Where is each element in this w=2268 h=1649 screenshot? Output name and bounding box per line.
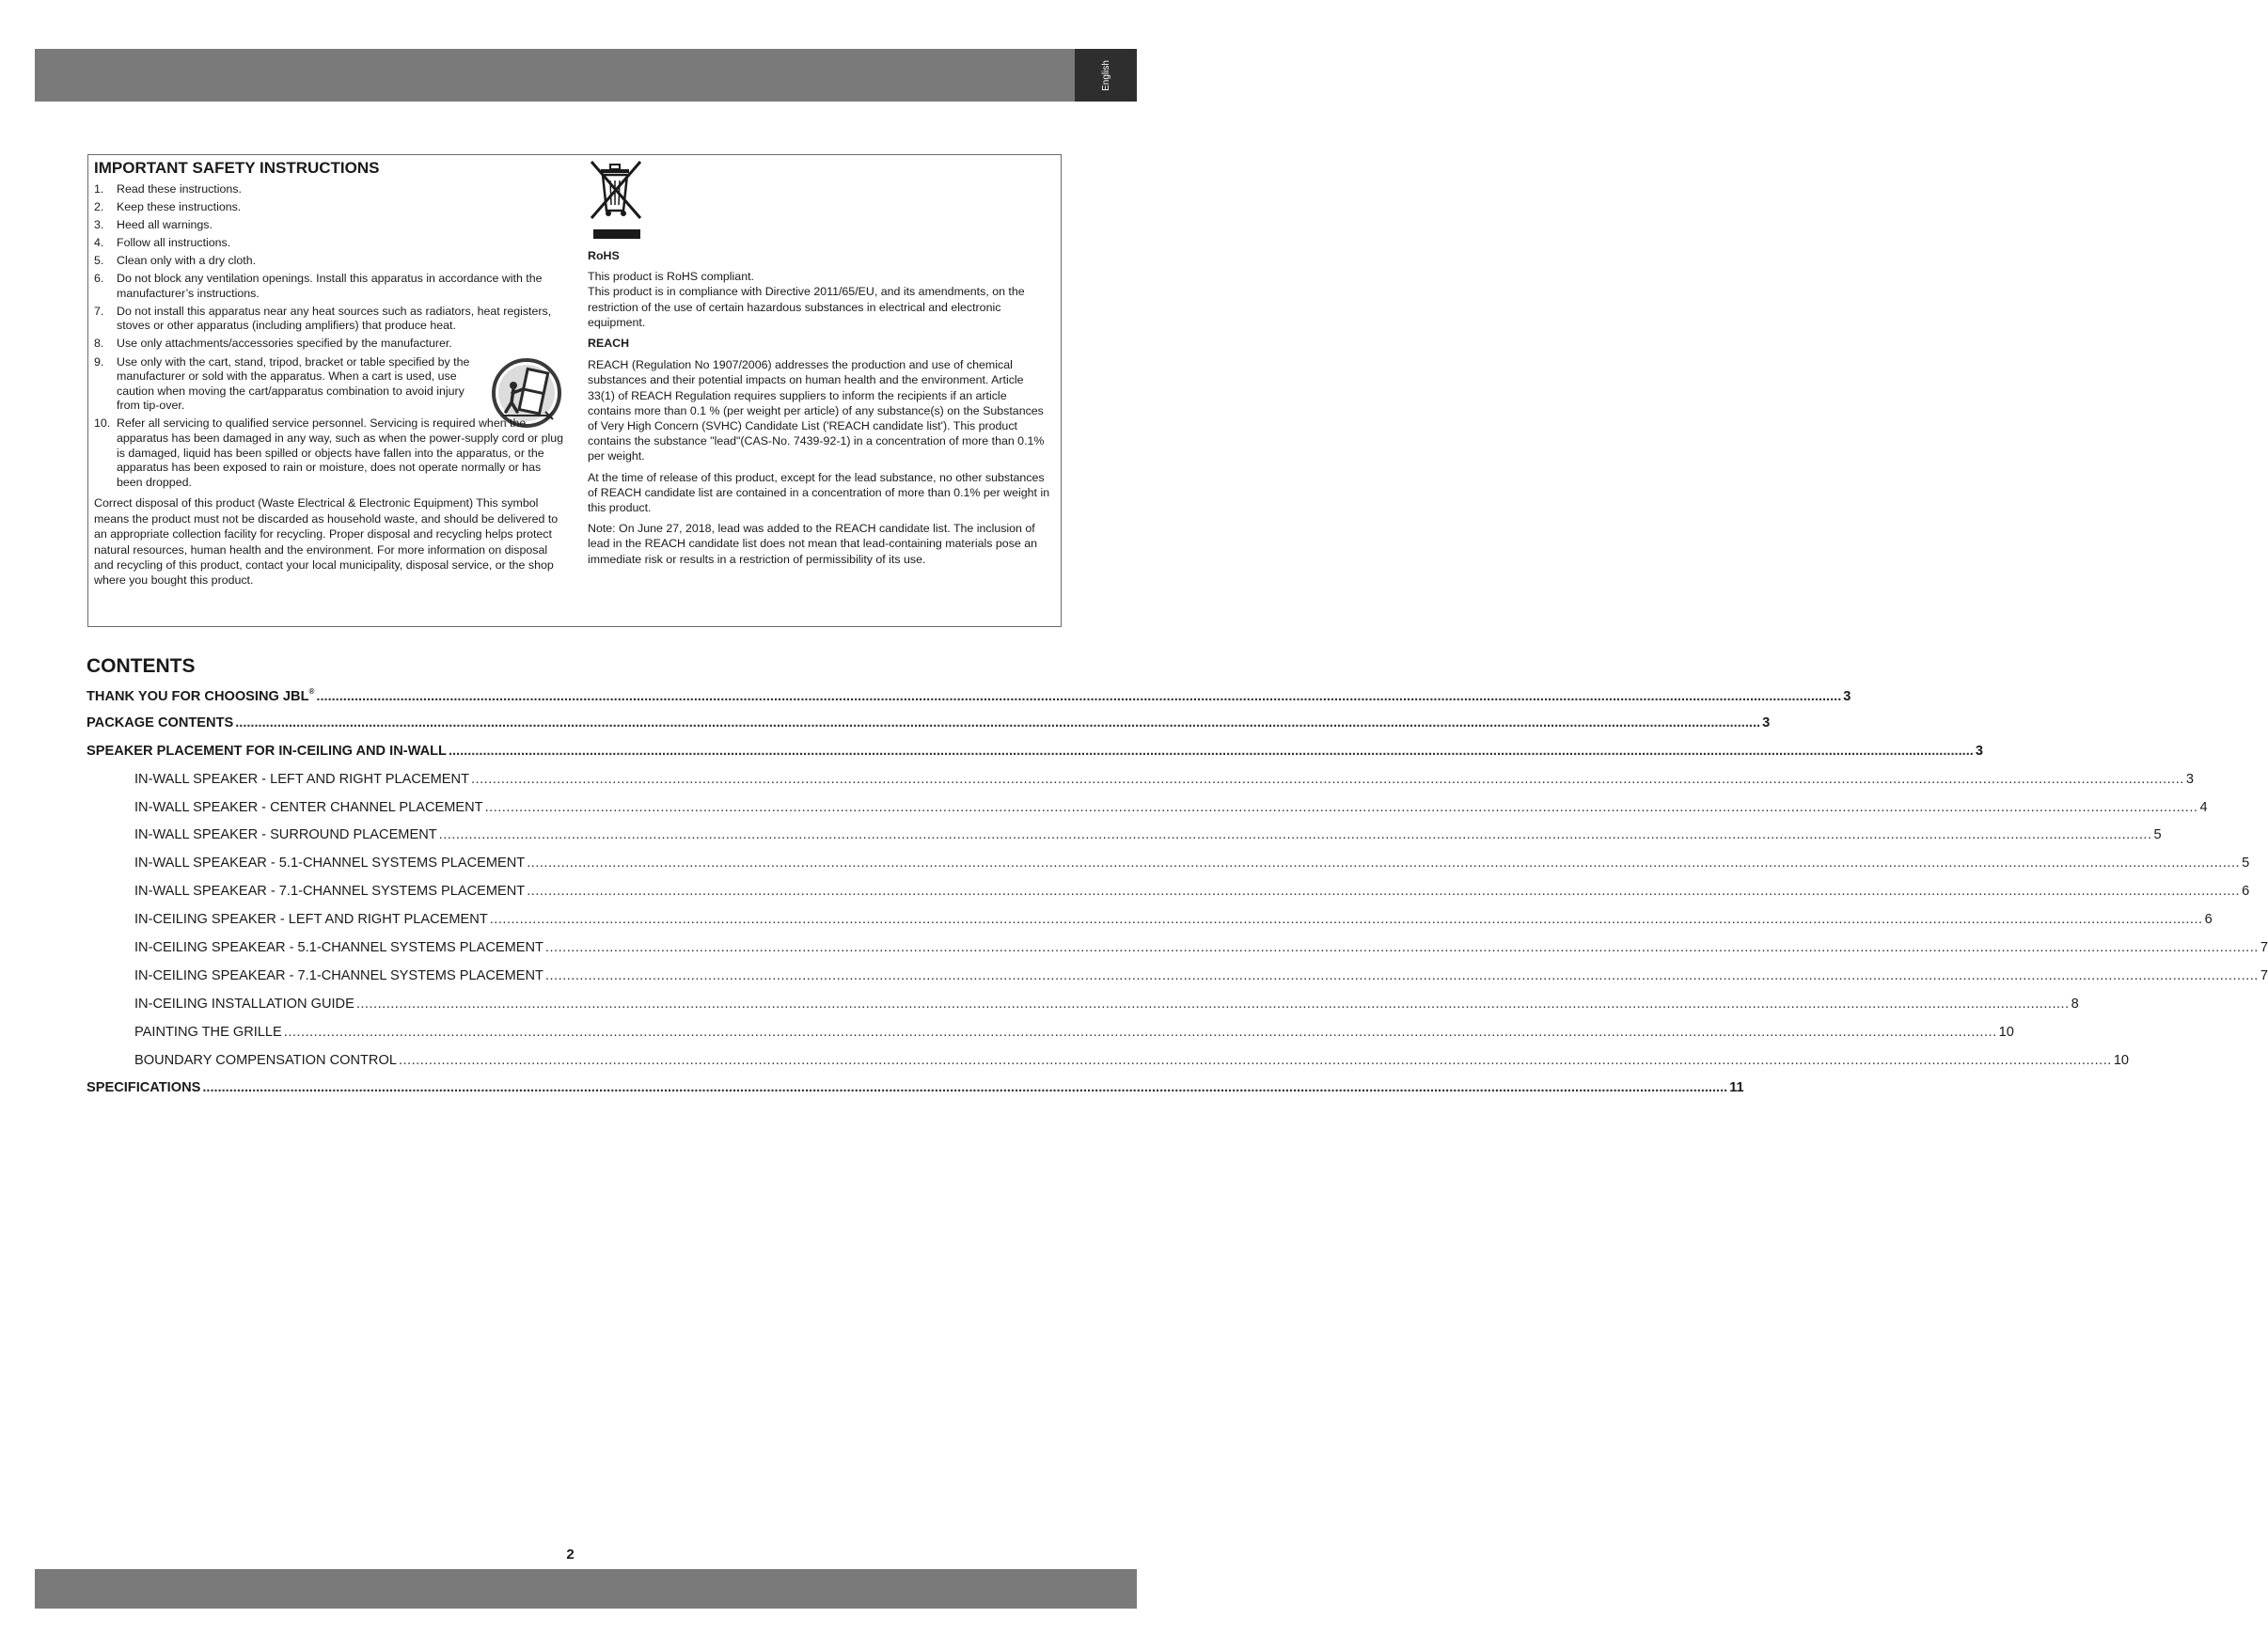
toc-leader: ................................................................................................................................................................................................................................................................................................................................................................................................................: [283, 1024, 1997, 1040]
safety-title: IMPORTANT SAFETY INSTRUCTIONS: [94, 159, 380, 177]
toc-page: 4: [2199, 799, 2208, 815]
toc-entry[interactable]: IN-CEILING SPEAKEAR - 5.1-CHANNEL SYSTEMS PLACEMENT ................................................................................................................................................................................................................................................................................................................................................................................................................ 7: [134, 940, 2268, 956]
safety-column: [94, 159, 564, 589]
safety-item: 7. Do not install this apparatus near any heat sources such as radiators, heat registers, stoves or other apparatus (including amplifiers) that produce heat.: [94, 304, 552, 333]
header-bar: [35, 49, 1137, 102]
toc-leader: ................................................................................................................................................................................................................................................................................................................................................................................................................: [471, 771, 2184, 787]
safety-item: 4. Follow all instructions.: [94, 235, 231, 249]
toc-entry[interactable]: IN-WALL SPEAKER - CENTER CHANNEL PLACEMENT ................................................................................................................................................................................................................................................................................................................................................................................................................ 4: [134, 799, 2208, 815]
toc-leader: ................................................................................................................................................................................................................................................................................................................................................................................................................: [544, 967, 2259, 983]
safety-item: 1. Read these instructions.: [94, 181, 242, 196]
toc-leader: ................................................................................................................................................................................................................................................................................................................................................................................................................: [438, 827, 2152, 843]
toc-entry[interactable]: PAINTING THE GRILLE ................................................................................................................................................................................................................................................................................................................................................................................................................ 10: [134, 1024, 2014, 1040]
toc-leader: ................................................................................................................................................................................................................................................................................................................................................................................................................: [355, 996, 2070, 1012]
safety-box: [87, 154, 1062, 627]
toc-leader: ................................................................................................................................................................................................................................................................................................................................................................................................................: [489, 912, 2203, 928]
reach-paragraph: At the time of release of this product, except for the lead substance, no other substances of REACH candidate list are contained in a concentration of more than 0.1% per weight in this product.: [588, 470, 1050, 515]
toc-entry[interactable]: IN-CEILING SPEAKER - LEFT AND RIGHT PLACEMENT ................................................................................................................................................................................................................................................................................................................................................................................................................ 6: [134, 912, 2213, 928]
toc-leader: ................................................................................................................................................................................................................................................................................................................................................................................................................: [448, 743, 1974, 759]
toc-entry[interactable]: THANK YOU FOR CHOOSING JBL® ................................................................................................................................................................................................................................................................................................................................................................................................................ 3: [87, 687, 1851, 704]
toc-leader: ................................................................................................................................................................................................................................................................................................................................................................................................................: [544, 940, 2259, 956]
toc-entry[interactable]: SPECIFICATIONS ................................................................................................................................................................................................................................................................................................................................................................................................................ 11: [87, 1080, 1744, 1096]
reach-paragraph: Note: On June 27, 2018, lead was added to the REACH candidate list. The inclusion of lead in the REACH candidate list does not mean that lead-containing materials pose an immediate risk or results in a restriction of permissibility of its use.: [588, 522, 1038, 566]
toc-entry[interactable]: SPEAKER PLACEMENT FOR IN-CEILING AND IN-WALL ................................................................................................................................................................................................................................................................................................................................................................................................................ 3: [87, 743, 1983, 759]
toc-page: 3: [2185, 771, 2194, 787]
toc-entry[interactable]: IN-CEILING INSTALLATION GUIDE ................................................................................................................................................................................................................................................................................................................................................................................................................ 8: [134, 996, 2079, 1012]
safety-list: [94, 182, 564, 491]
toc-leader: ................................................................................................................................................................................................................................................................................................................................................................................................................: [202, 1080, 1728, 1096]
disposal-notice: Correct disposal of this product (Waste Electrical & Electronic Equipment) This symbol means the product must not be discarded as household waste, and should be delivered to an appropriate collection facility for recycling. Proper disposal and recycling helps protect natural resources, human health and the environment. For more information on disposal and recycling of this product, contact your local municipality, disposal service, or the shop where you bought this product.: [94, 496, 559, 588]
reach-paragraph: REACH (Regulation No 1907/2006) addresses the production and use of chemical substances and their potential impacts on human health and the environment. Article 33(1) of REACH Regulation requires suppliers to inform the recipients if an article contains more than 0.1 % (per weight per article) of any substance(s) on the Substances of Very High Concern (SVHC) Candidate List ('REACH candidate list'). This product contains the substance "lead"(CAS-No. 7439-92-1) in a concentration of more than 0.1% per weight.: [588, 358, 1045, 463]
toc-page: 11: [1729, 1080, 1744, 1096]
toc-leader: ................................................................................................................................................................................................................................................................................................................................................................................................................: [316, 689, 1842, 704]
toc-entry[interactable]: IN-WALL SPEAKER - SURROUND PLACEMENT ................................................................................................................................................................................................................................................................................................................................................................................................................ 5: [134, 827, 2162, 843]
toc-leader: ................................................................................................................................................................................................................................................................................................................................................................................................................: [527, 856, 2241, 872]
contents-title: CONTENTS: [87, 655, 196, 677]
language-tab[interactable]: [1075, 49, 1137, 102]
toc-leader: ................................................................................................................................................................................................................................................................................................................................................................................................................: [527, 884, 2241, 900]
safety-item: 6. Do not block any ventilation openings. Install this apparatus in accordance with the manufacturer’s instructions.: [94, 272, 543, 300]
toc-entry[interactable]: IN-WALL SPEAKER - LEFT AND RIGHT PLACEMENT ................................................................................................................................................................................................................................................................................................................................................................................................................ 3: [134, 771, 2194, 787]
safety-item: 5. Clean only with a dry cloth.: [94, 253, 257, 267]
reach-heading: REACH: [588, 337, 630, 351]
toc-entry[interactable]: IN-WALL SPEAKEAR - 7.1-CHANNEL SYSTEMS PLACEMENT ................................................................................................................................................................................................................................................................................................................................................................................................................ 6: [134, 884, 2250, 900]
rohs-heading: RoHS: [588, 249, 620, 262]
compliance-column: [588, 159, 1053, 573]
rohs-line: This product is in compliance with Directive 2011/65/EU, and its amendments, on the restriction of the use of certain hazardous substances in electrical and electronic equipment.: [588, 285, 1025, 329]
language-label: English: [1100, 59, 1111, 91]
crossed-bin-weee-icon: [588, 158, 644, 243]
toc-page: 3: [1975, 743, 1983, 759]
toc-leader: ................................................................................................................................................................................................................................................................................................................................................................................................................: [235, 715, 1761, 730]
toc-page: 5: [2242, 856, 2250, 872]
toc-page: 10: [2113, 1052, 2130, 1068]
toc-page: 8: [2071, 996, 2079, 1012]
rohs-line: This product is RoHS compliant.: [588, 270, 754, 284]
toc-entry[interactable]: BOUNDARY COMPENSATION CONTROL ................................................................................................................................................................................................................................................................................................................................................................................................................ 10: [134, 1052, 2130, 1068]
toc-page: 10: [1998, 1024, 2014, 1040]
toc-page: 3: [1762, 715, 1771, 730]
toc-entry[interactable]: IN-WALL SPEAKEAR - 5.1-CHANNEL SYSTEMS PLACEMENT ................................................................................................................................................................................................................................................................................................................................................................................................................ 5: [134, 856, 2250, 872]
registered-mark: ®: [308, 687, 315, 696]
toc-entry[interactable]: IN-CEILING SPEAKEAR - 7.1-CHANNEL SYSTEMS PLACEMENT ................................................................................................................................................................................................................................................................................................................................................................................................................ 7: [134, 967, 2268, 983]
page-number: 2: [566, 1547, 575, 1563]
toc-page: 6: [2242, 884, 2250, 900]
toc-leader: ................................................................................................................................................................................................................................................................................................................................................................................................................: [484, 799, 2198, 815]
toc-page: 5: [2153, 827, 2162, 843]
table-of-contents: [87, 687, 2268, 1108]
footer-bar: [35, 1569, 1137, 1609]
toc-page: 7: [2260, 940, 2268, 956]
safety-item: 3. Heed all warnings.: [94, 217, 213, 231]
safety-item: 10. Refer all servicing to qualified service personnel. Servicing is required when the apparatus has been damaged in any way, such as when the power-supply cord or plug is damaged, liquid has been spilled or objects have fallen into the apparatus, or the apparatus has been exposed to rain or moisture, does not operate normally or has been dropped.: [94, 416, 564, 489]
safety-item: 8. Use only attachments/accessories specified by the manufacturer.: [94, 337, 452, 351]
toc-page: 3: [1843, 689, 1851, 704]
rohs-section: [588, 269, 1053, 330]
toc-page: 6: [2204, 912, 2213, 928]
toc-page: 7: [2260, 967, 2268, 983]
safety-item: 9. Use only with the cart, stand, tripod, bracket or table specified by the manufacturer or sold with the apparatus. When a cart is used, use caution when moving the cart/apparatus combination to avoid injury from tip-over.: [94, 355, 564, 414]
safety-item: 2. Keep these instructions.: [94, 199, 242, 213]
toc-entry[interactable]: PACKAGE CONTENTS ................................................................................................................................................................................................................................................................................................................................................................................................................ 3: [87, 715, 1771, 730]
toc-leader: ................................................................................................................................................................................................................................................................................................................................................................................................................: [398, 1052, 2112, 1068]
